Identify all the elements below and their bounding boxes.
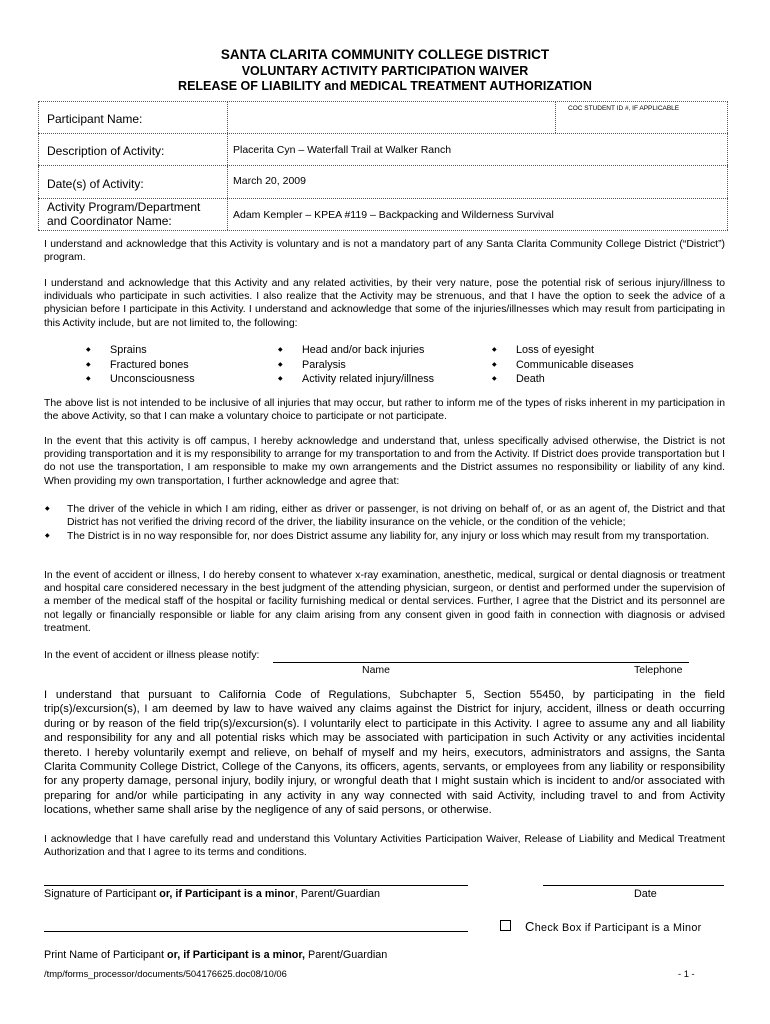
description-value: Placerita Cyn – Waterfall Trail at Walker Ranch (233, 144, 452, 156)
district-title: SANTA CLARITA COMMUNITY COLLEGE DISTRICT (220, 47, 550, 62)
transportation-term: ◆ The driver of the vehicle in which I am riding, either as driver or passenger, is not driving on behalf of, or as an agent of, the District and that District has not verified the driving record of the driver, the liability insurance on the vehicle, or the condition of the vehicle; (44, 503, 725, 529)
activity-info-table (38, 101, 728, 231)
participant-row (38, 101, 728, 133)
transportation-term: ◆ The District is in no way responsible for, nor does District assume any liability for, any injury or loss which may result from my transportation. (44, 530, 725, 543)
participant-name-field[interactable] (227, 102, 728, 133)
print-name-field[interactable] (44, 931, 468, 932)
participant-name-label: Participant Name: (47, 112, 143, 126)
waiver-title: VOLUNTARY ACTIVITY PARTICIPATION WAIVER (241, 64, 529, 78)
footer-page-number: - 1 - (678, 968, 695, 979)
risk-list-col1 (86, 343, 195, 387)
program-field[interactable] (227, 199, 728, 230)
program-value: Adam Kempler – KPEA #119 – Backpacking and Wilderness Survival (233, 209, 554, 221)
risk-item: ◆ Sprains (86, 343, 195, 358)
risk-list-col2 (278, 343, 434, 387)
dates-row (38, 165, 728, 198)
signature-date-field[interactable] (543, 885, 724, 886)
liability-waiver-paragraph: I understand that pursuant to California Code of Regulations, Subchapter 5, Section 55450, by participating in the field trip(s)/excursion(s), I am deemed by law to have waived any claims against the District for injury, accident, illness or death occurring during or by reason of the field trip(s)/excursion(s). I voluntarily elect to participate in this Activity. I agree to assume any and all liability and responsibility for any and all potential risks which may be associated with participation in such Activity or any activities incidental thereto. I hereby voluntarily exempt and relieve, on behalf of myself and my heirs, executors, administrators and assigns, the Santa Clarita Community College District, College of the Canyons, its officers, agents, servants, or employees from any liability or responsibility for any property damage, personal injury, bodily injury, or wrongful death that I might sustain which is incident to and/or associated with preparing for and/or while participating in any activity in any way connected with said Activity, including travel to and from Activity locations, whether same shall arise by the negligence of any of said persons, or otherwise. (44, 689, 725, 817)
print-name-label: Print Name of Participant or, if Participant is a minor, Parent/Guardian (44, 949, 388, 961)
emergency-contact-field[interactable] (273, 662, 689, 663)
risk-item: ◆ Head and/or back injuries (278, 343, 434, 358)
risk-item: ◆ Unconsciousness (86, 372, 195, 387)
acknowledgement-paragraph: I acknowledge that I have carefully read and understand this Voluntary Activities Participation Waiver, Release of Liability and Medical Treatment Authorization and that I agree to its terms and conditions. (44, 834, 725, 859)
risk-paragraph: I understand and acknowledge that this Activity and any related activities, by their very nature, pose the potential risk of serious injury/illness to individuals who participate in such activities. I also realize that the Activity may be strenuous, and that I have the option to seek the advice of a physician before I participate in this Activity. I understand and acknowledge that some of the injuries/illnesses which may result from participating in this Activity include, but are not limited to, the following: (44, 278, 725, 329)
program-row (38, 198, 728, 231)
risk-item: ◆ Activity related injury/illness (278, 372, 434, 387)
emergency-phone-label: Telephone (634, 664, 683, 676)
footer-document-path: /tmp/forms_processor/documents/504176625.doc08/10/06 (44, 968, 287, 979)
participant-signature-field[interactable] (44, 885, 468, 886)
risk-item: ◆ Paralysis (278, 358, 434, 373)
risk-item: ◆ Communicable diseases (492, 358, 634, 373)
program-label-line1: Activity Program/Department (47, 200, 201, 214)
description-field[interactable] (227, 134, 728, 165)
emergency-notify-label: In the event of accident or illness please notify: (44, 650, 260, 661)
risk-item: ◆ Fractured bones (86, 358, 195, 373)
signature-label: Signature of Participant or, if Participant is a minor, Parent/Guardian (44, 888, 381, 900)
risk-item: ◆ Loss of eyesight (492, 343, 634, 358)
minor-checkbox-label: Check Box if Participant is a Minor (525, 919, 702, 934)
description-row (38, 133, 728, 165)
date-label: Date (634, 888, 657, 900)
list-disclaimer-paragraph: The above list is not intended to be inclusive of all injuries that may occur, but rather to inform me of the types of risks inherent in my participation in the above Activity, so that I can make a voluntary choice to participate or not participate. (44, 398, 725, 423)
risk-item: ◆ Death (492, 372, 634, 387)
risk-list-col3 (492, 343, 634, 387)
emergency-name-label: Name (362, 664, 391, 676)
description-label: Description of Activity: (47, 144, 165, 158)
release-title: RELEASE OF LIABILITY and MEDICAL TREATMENT AUTHORIZATION (178, 79, 592, 93)
dates-label: Date(s) of Activity: (47, 177, 144, 191)
coc-student-id-label: COC STUDENT ID #, IF APPLICABLE (568, 105, 680, 112)
transportation-terms-list (44, 503, 725, 545)
minor-checkbox[interactable] (500, 920, 511, 931)
medical-consent-paragraph: In the event of accident or illness, I do hereby consent to whatever x-ray examination, anesthetic, medical, surgical or dental diagnosis or treatment and hospital care considered necessary in the best judgment of the attending physician, surgeon, or dentist and performed under the supervision of a member of the medical staff of the hospital or facility furnishing medical or dental services. Further, I agree that the District and its personnel are not legally or financially responsible or liable for any claim arising from any consent given in good faith in connection with diagnosis or advised treatment. (44, 570, 725, 634)
coc-student-id-field[interactable] (555, 102, 727, 133)
transportation-paragraph: In the event that this activity is off campus, I hereby acknowledge and understand that, unless specifically advised otherwise, the District is not providing transportation and it is my responsibility to arrange for my transportation to and from the Activity. If District does provide transportation but I do not use the transportation, I am responsible to make my own arrangements and the District assumes no responsibility or liability of any kind. When providing my own transportation, I further acknowledge and agree that: (44, 436, 725, 487)
voluntary-paragraph: I understand and acknowledge that this Activity is voluntary and is not a mandatory part of any Santa Clarita Community College District (“District”) program. (44, 239, 725, 264)
dates-field[interactable] (227, 166, 728, 198)
program-label-line2: and Coordinator Name: (47, 214, 172, 228)
dates-value: March 20, 2009 (233, 175, 306, 187)
